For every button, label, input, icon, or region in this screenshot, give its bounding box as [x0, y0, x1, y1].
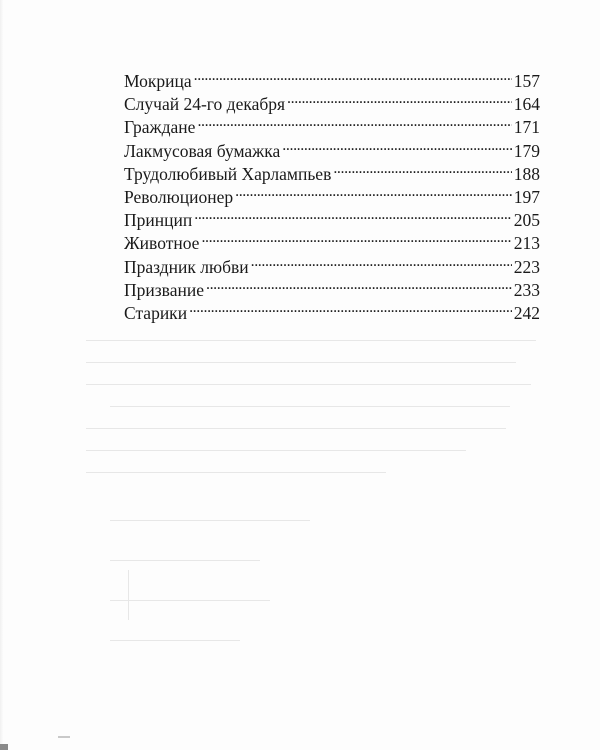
toc-entry[interactable]	[124, 64, 540, 91]
dot-leader	[251, 250, 512, 273]
toc-entry-page-number: 171	[513, 117, 540, 138]
toc-entry-page-number: 233	[513, 279, 540, 300]
dot-leader	[189, 296, 512, 319]
dot-leader	[333, 157, 511, 180]
bleed-through-line	[86, 428, 506, 429]
toc-entry-page-number: 223	[513, 256, 540, 277]
toc-entry-page-number: 164	[513, 94, 540, 115]
table-of-contents	[124, 64, 540, 323]
toc-entry-title: Лакмусовая бумажка	[124, 140, 281, 161]
toc-entry-page-number: 197	[513, 186, 540, 207]
toc-entry-title: Революционер	[124, 186, 234, 207]
dot-leader	[282, 134, 511, 157]
bleed-through-line	[110, 406, 510, 407]
toc-entry-title: Трудолюбивый Харлампьев	[124, 163, 332, 184]
dot-leader	[197, 110, 511, 133]
bleed-through-line	[86, 340, 536, 341]
bleed-through-line	[110, 600, 270, 601]
dot-leader	[194, 64, 512, 87]
toc-entry-page-number: 205	[513, 210, 540, 231]
toc-entry-title: Случай 24-го декабря	[124, 94, 286, 115]
bleed-through-line	[86, 384, 531, 385]
bleed-through-line	[86, 472, 386, 473]
dot-leader	[194, 203, 512, 226]
dot-leader	[287, 87, 512, 110]
toc-entry-title: Мокрица	[124, 71, 192, 91]
bleed-through-line	[110, 520, 310, 521]
bleed-through-mark	[128, 570, 129, 620]
toc-entry-title: Животное	[124, 233, 200, 254]
toc-entry-title: Принцип	[124, 210, 193, 231]
scan-artifact	[58, 736, 70, 738]
toc-entry-title: Граждане	[124, 117, 196, 138]
bleed-through-line	[86, 362, 516, 363]
toc-entry-page-number: 242	[513, 302, 540, 323]
page-edge-shadow	[0, 0, 4, 750]
scan-artifact	[0, 744, 8, 750]
toc-entry-title: Старики	[124, 302, 188, 323]
toc-entry-page-number: 179	[513, 140, 540, 161]
toc-entry-page-number: 188	[513, 163, 540, 184]
toc-entry-page-number: 157	[513, 71, 540, 91]
toc-entry-title: Призвание	[124, 279, 204, 300]
dot-leader	[201, 226, 511, 249]
toc-entry-page-number: 213	[513, 233, 540, 254]
bleed-through-line	[86, 450, 466, 451]
bleed-through-line	[110, 560, 260, 561]
toc-entry-title: Праздник любви	[124, 256, 249, 277]
dot-leader	[206, 273, 512, 296]
bleed-through-line	[110, 640, 240, 641]
dot-leader	[235, 180, 512, 203]
